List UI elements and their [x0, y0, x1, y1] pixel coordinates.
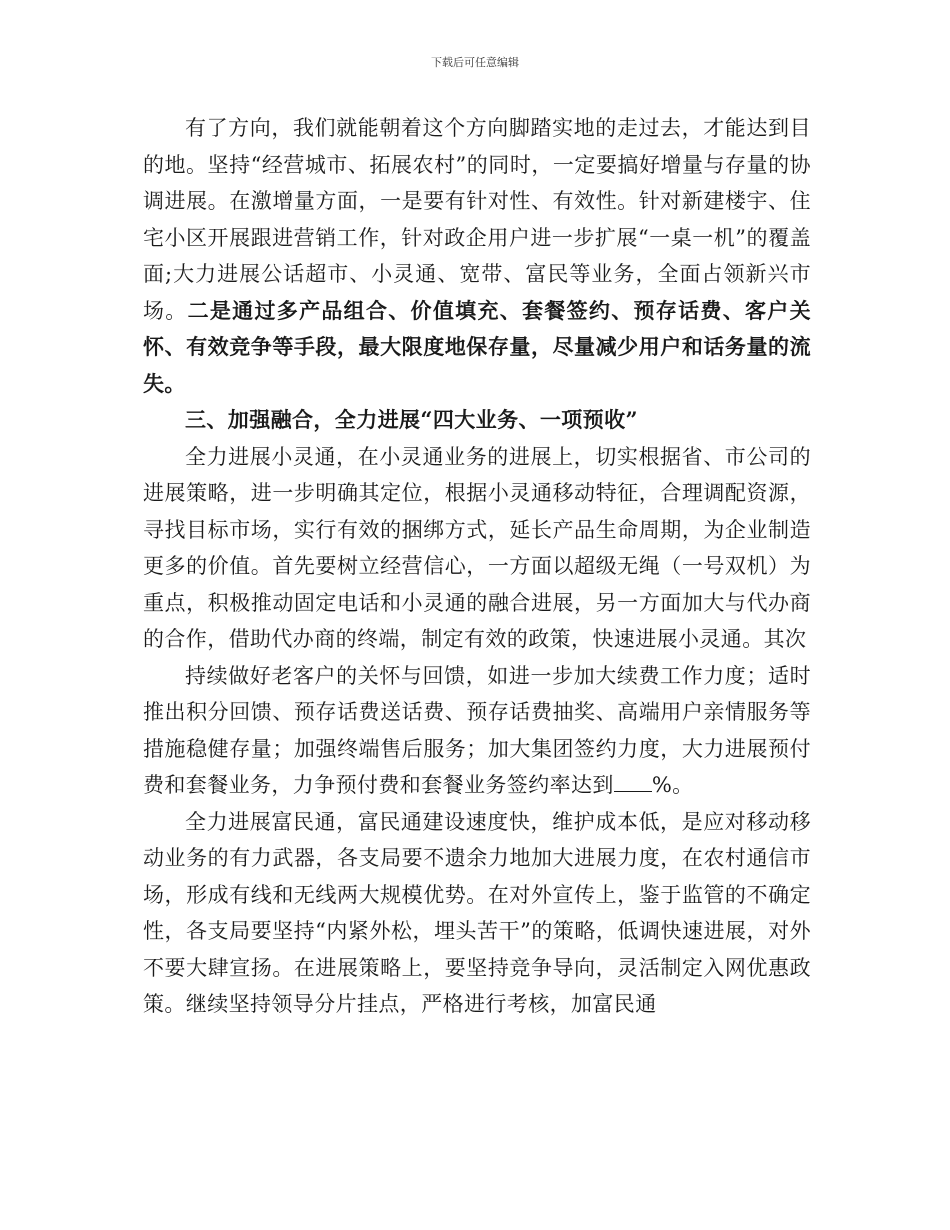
paragraph-direction-bold-text: 二是通过多产品组合、价值填充、套餐签约、预存话费、客户关怀、有效竞争等手段，最大限度地保存量，尽量减少用户和话务量的流失。: [143, 297, 811, 396]
paragraph-customer-care-suffix: %。: [651, 773, 694, 797]
paragraph-direction: [143, 110, 811, 402]
paragraph-xiaolingtong: 全力进展小灵通，在小灵通业务的进展上，切实根据省、市公司的进展策略，进一步明确其定位，根据小灵通移动特征，合理调配资源，寻找目标市场，实行有效的捆绑方式，延长产品生命周期，为企业制造更多的价值。首先要树立经营信心，一方面以超级无绳（一号双机）为重点，积极推动固定电话和小灵通的融合进展，另一方面加大与代办商的合作，借助代办商的终端，制定有效的政策，快速进展小灵通。其次: [143, 444, 811, 651]
fill-in-blank: [614, 773, 652, 792]
paragraph-fumintong: 全力进展富民通，富民通建设速度快，维护成本低，是应对移动移动业务的有力武器，各支局要不遗余力地加大进展力度，在农村通信市场，形成有线和无线两大规模优势。在对外宣传上，鉴于监管的不确定性，各支局要坚持“内紧外松，埋头苦干”的策略，低调快速进展，对外不要大肆宣扬。在进展策略上，要坚持竞争导向，灵活制定入网优惠政策。继续坚持领导分片挂点，严格进行考核，加富民通: [143, 809, 811, 1016]
paragraph-customer-care-text: 持续做好老客户的关怀与回馈，如进一步加大续费工作力度；适时推出积分回馈、预存话费送话费、预存话费抽奖、高端用户亲情服务等措施稳健存量；加强终端售后服务；加大集团签约力度，大力进展预付费和套餐业务，力争预付费和套餐业务签约率达到: [143, 663, 811, 797]
paragraph-direction-text: 有了方向，我们就能朝着这个方向脚踏实地的走过去，才能达到目的地。坚持“经营城市、拓展农村”的同时，一定要搞好增量与存量的协调进展。在激增量方面，一是要有针对性、有效性。针对新建楼宇、住宅小区开展跟进营销工作，针对政企用户进一步扩展“一桌一机”的覆盖面;大力进展公话超市、小灵通、宽带、富民等业务，全面占领新兴市场。: [143, 116, 811, 323]
page-header: 下载后可任意编辑: [431, 56, 519, 69]
section-heading-3: 三、加强融合，全力进展“四大业务、一项预收”: [185, 407, 638, 432]
paragraph-customer-care: [143, 658, 811, 804]
document-body: [143, 110, 811, 1023]
